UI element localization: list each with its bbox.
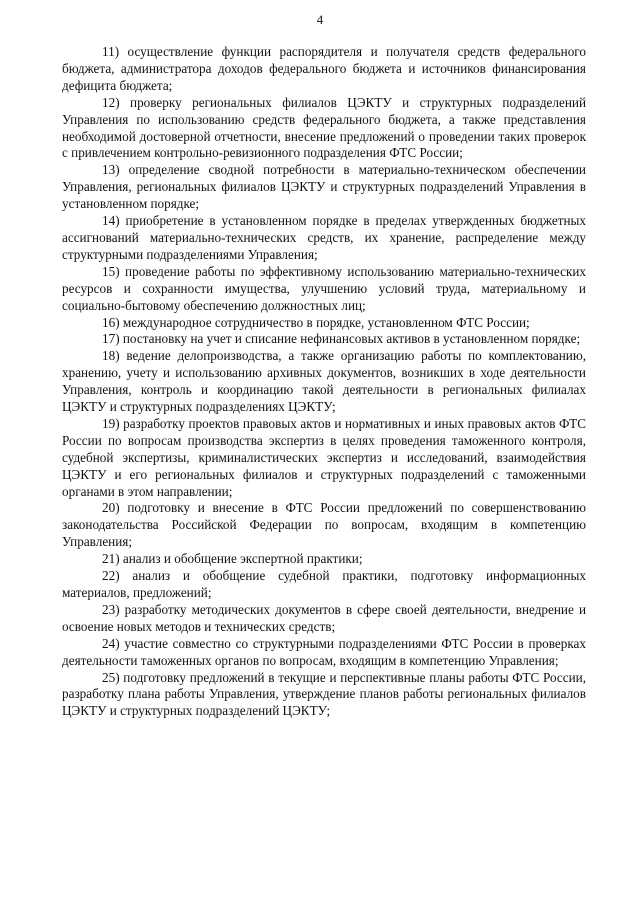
list-item-14: 14) приобретение в установленном порядке в пределах утвержденных бюджетных ассигнований материально-технических средств, их хранение, распределение между структурными подразделениями Управления;: [62, 213, 586, 262]
list-item-20: 20) подготовку и внесение в ФТС России предложений по совершенствованию законодательства Российской Федерации по вопросам, входящим в компетенцию Управления;: [62, 500, 586, 550]
list-item-12: 12) проверку региональных филиалов ЦЭКТУ и структурных подразделений Управления по использованию средств федерального бюджета, а также представления необходимой достоверной отчетности, внесение предложений о проведении таких проверок с привлечением контрольно-ревизионного подразделения ФТС России;: [62, 94, 586, 161]
list-item-23: 23) разработку методических документов в сфере своей деятельности, внедрение и освоение новых методов и технических средств;: [62, 601, 586, 634]
document-body: [62, 44, 586, 720]
list-item-19: 19) разработку проектов правовых актов и нормативных и иных правовых актов ФТС России по вопросам производства экспертиз в целях проведения таможенного контроля, судебной экспертизы, криминалистических экспертиз и исследований, взаимодействия ЦЭКТУ и его региональных филиалов и структурных подразделений с таможенными органами в этом направлении;: [62, 415, 586, 499]
list-item-15: 15) проведение работы по эффективному использованию материально-технических ресурсов и сохранности имущества, улучшению условий труда, материальному и социально-бытовому обеспечению должностных лиц;: [62, 263, 586, 313]
list-item-22: 22) анализ и обобщение судебной практики, подготовку информационных материалов, предложений;: [62, 568, 586, 600]
list-item-24: 24) участие совместно со структурными подразделениями ФТС России в проверках деятельности таможенных органов по вопросам, входящим в компетенцию Управления;: [62, 635, 586, 668]
list-item-21: 21) анализ и обобщение экспертной практики;: [102, 551, 363, 567]
list-item-18: 18) ведение делопроизводства, а также организацию работы по комплектованию, хранению, учету и использованию архивных документов, возникших в ходе деятельности Управления, контроль и координацию такой деятельности в региональных филиалах ЦЭКТУ и структурных подразделениях ЦЭКТУ;: [62, 348, 586, 415]
list-item-16: 16) международное сотрудничество в порядке, установленном ФТС России;: [102, 314, 530, 330]
list-item-11: 11) осуществление функции распорядителя и получателя средств федерального бюджета, администратора доходов федерального бюджета и источников финансирования дефицита бюджета;: [62, 44, 586, 93]
page-number: 4: [316, 12, 324, 27]
list-item-17: 17) постановку на учет и списание нефинансовых активов в установленном порядке;: [102, 331, 581, 347]
list-item-25: 25) подготовку предложений в текущие и перспективные планы работы ФТС России, разработку плана работы Управления, утверждение планов работы региональных филиалов ЦЭКТУ и структурных подразделений ЦЭКТУ;: [62, 669, 586, 719]
list-item-13: 13) определение сводной потребности в материально-техническом обеспечении Управления, региональных филиалов ЦЭКТУ и структурных подразделений Управления в установленном порядке;: [62, 162, 586, 212]
